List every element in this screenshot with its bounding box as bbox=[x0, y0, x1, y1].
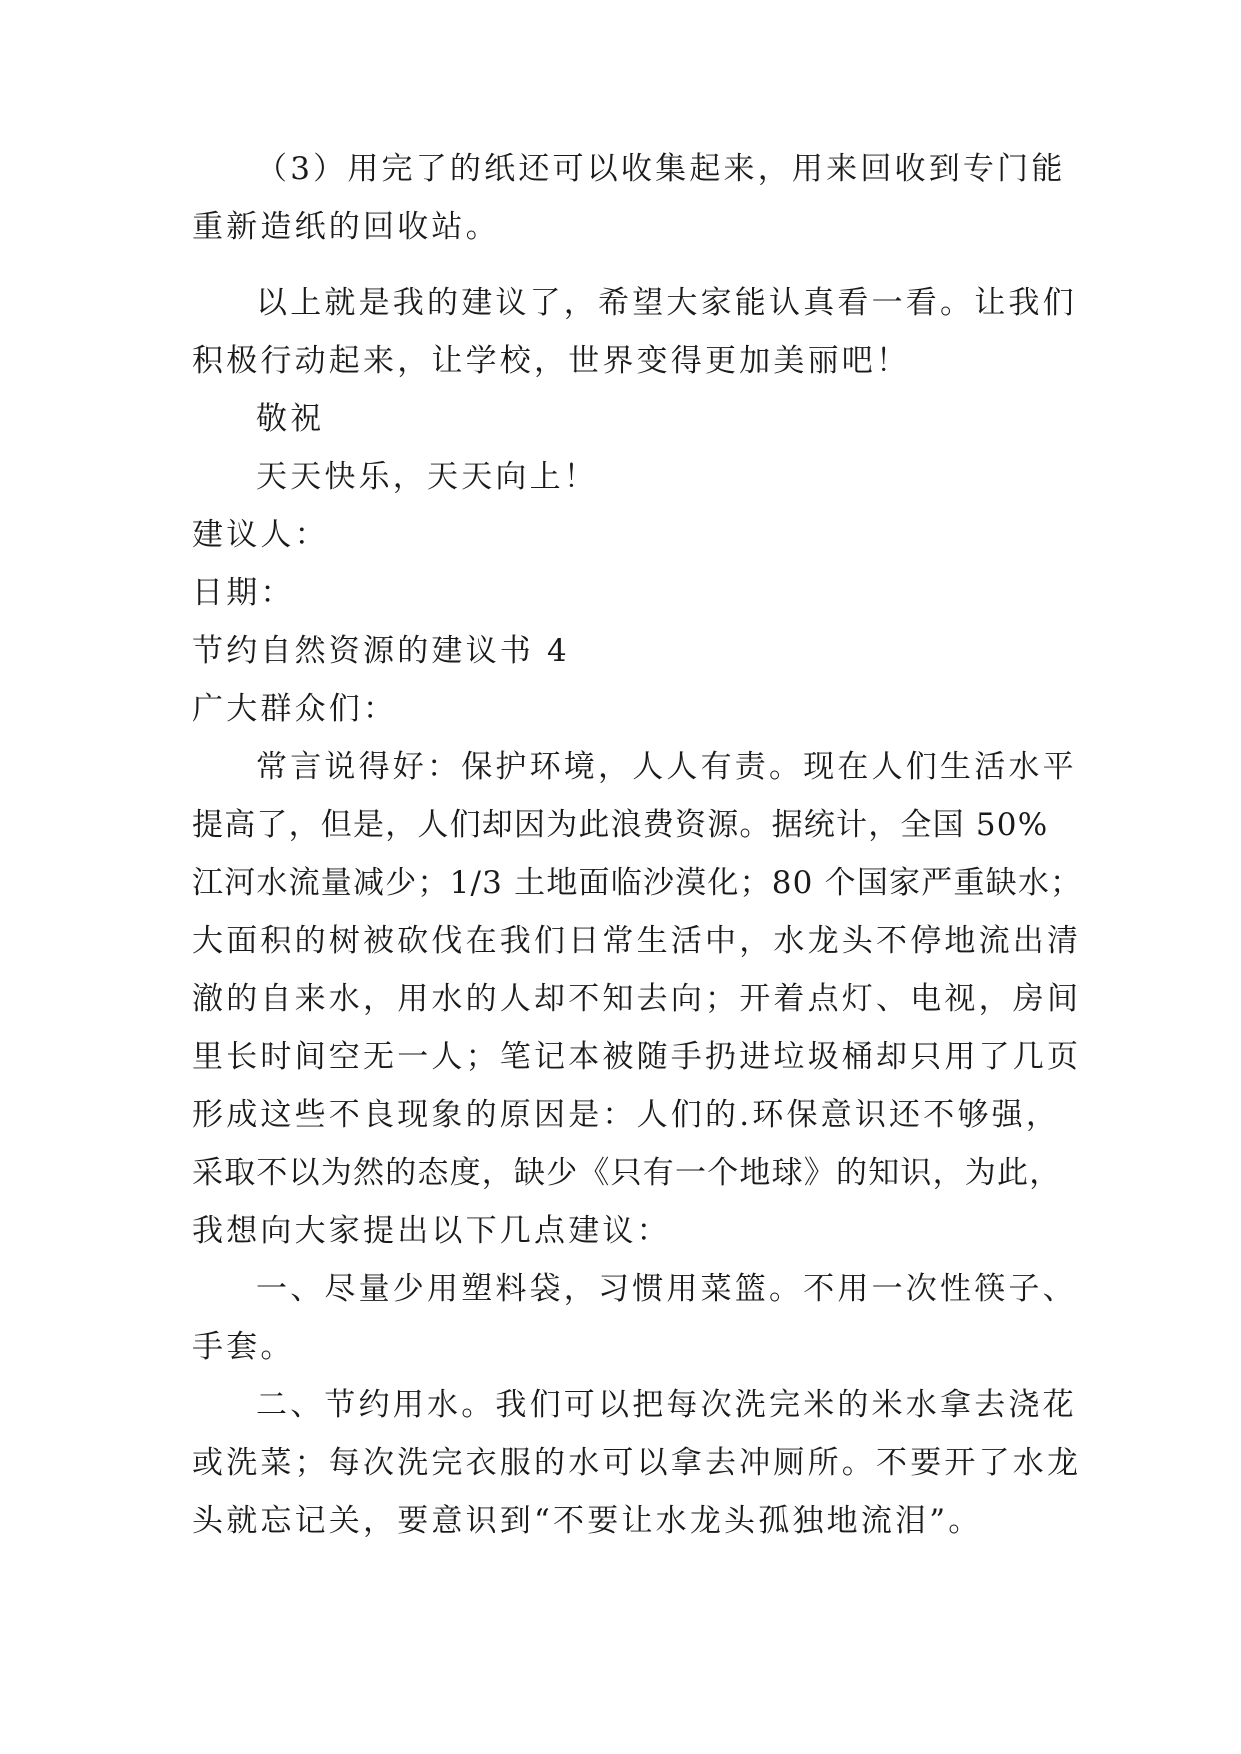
paragraph-line: 提高了，但是，人们却因为此浪费资源。据统计，全国 50% bbox=[192, 807, 1049, 843]
paragraph-line: 以上就是我的建议了，希望大家能认真看一看。让我们 bbox=[256, 285, 1077, 321]
paragraph-line: （3）用完了的纸还可以收集起来，用来回收到专门能 bbox=[256, 151, 1066, 187]
suggestion-item: 或洗菜；每次洗完衣服的水可以拿去冲厕所。不要开了水龙 bbox=[192, 1445, 1082, 1481]
salutation-line: 天天快乐，天天向上！ bbox=[256, 459, 598, 495]
paragraph-line: 我想向大家提出以下几点建议： bbox=[192, 1213, 671, 1249]
suggestion-item: 手套。 bbox=[192, 1329, 295, 1365]
suggestion-item: 二、节约用水。我们可以把每次洗完米的米水拿去浇花 bbox=[256, 1387, 1077, 1423]
paragraph-line: 江河水流量减少；1/3 土地面临沙漠化；80 个国家严重缺水； bbox=[192, 865, 1083, 901]
greeting-line: 广大群众们： bbox=[192, 691, 398, 727]
paragraph-line: 里长时间空无一人；笔记本被随手扔进垃圾桶却只用了几页 bbox=[192, 1039, 1082, 1075]
suggestion-item: 头就忘记关，要意识到“不要让水龙头孤独地流泪”。 bbox=[192, 1503, 983, 1539]
paragraph-line: 形成这些不良现象的原因是：人们的.环保意识还不够强， bbox=[192, 1097, 1061, 1133]
salutation-line: 敬祝 bbox=[256, 401, 325, 437]
paragraph-line: 常言说得好：保护环境，人人有责。现在人们生活水平 bbox=[256, 749, 1077, 785]
suggestion-item: 一、尽量少用塑料袋，习惯用菜篮。不用一次性筷子、 bbox=[256, 1271, 1077, 1307]
paragraph-line: 大面积的树被砍伐在我们日常生活中，水龙头不停地流出清 bbox=[192, 923, 1082, 959]
signature-label: 建议人： bbox=[192, 517, 329, 553]
paragraph-line: 重新造纸的回收站。 bbox=[192, 209, 500, 245]
paragraph-line: 澈的自来水，用水的人却不知去向；开着点灯、电视，房间 bbox=[192, 981, 1082, 1017]
date-label: 日期： bbox=[192, 575, 295, 611]
paragraph-line: 采取不以为然的态度，缺少《只有一个地球》的知识，为此， bbox=[192, 1155, 1062, 1191]
section-title: 节约自然资源的建议书 4 bbox=[192, 633, 570, 669]
paragraph-line: 积极行动起来，让学校，世界变得更加美丽吧！ bbox=[192, 343, 911, 379]
